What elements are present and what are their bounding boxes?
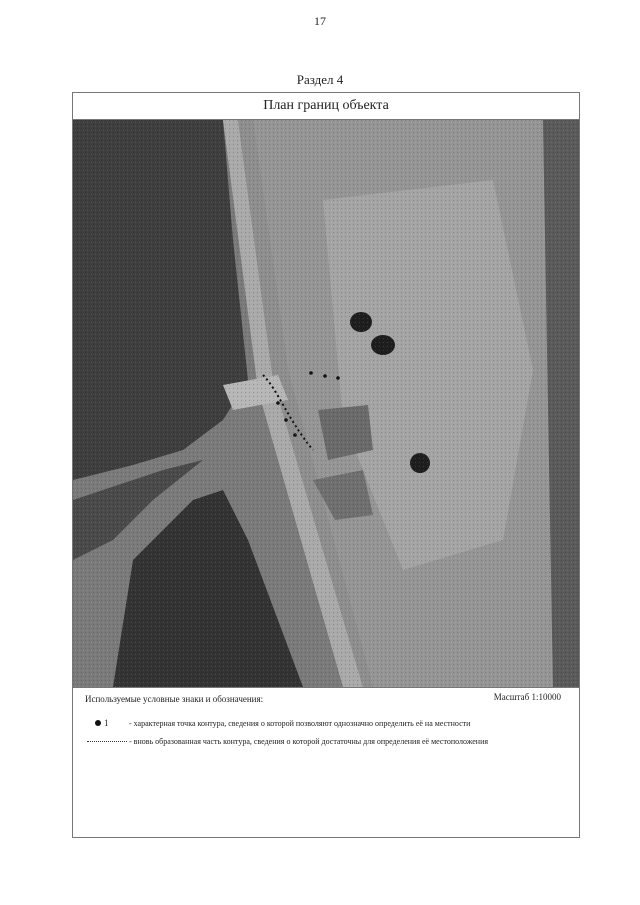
satellite-map-image	[73, 120, 579, 688]
plan-title: План границ объекта	[73, 93, 579, 120]
dotted-line-icon	[87, 741, 127, 742]
contour-line-symbol	[87, 736, 129, 742]
legend-item-text: - характерная точка контура, сведения о которой позволяют однозначно определить её на местности	[129, 719, 471, 728]
point-symbol-label: 1	[104, 718, 109, 728]
page-number: 17	[314, 14, 326, 28]
legend-item-point	[87, 718, 549, 729]
plan-frame	[72, 92, 580, 838]
point-symbol	[87, 718, 129, 728]
map-scale: Масштаб 1:10000	[493, 692, 561, 702]
legend-item-text: - вновь образованная часть контура, сведения о которой достаточны для определения её местоположения	[129, 737, 489, 746]
legend-heading: Используемые условные знаки и обозначения:	[85, 694, 264, 704]
section-title: Раздел 4	[296, 72, 344, 87]
legend	[73, 688, 579, 838]
map-graphic	[73, 120, 579, 687]
point-dot-icon	[95, 720, 101, 726]
legend-item-contour	[87, 736, 549, 747]
